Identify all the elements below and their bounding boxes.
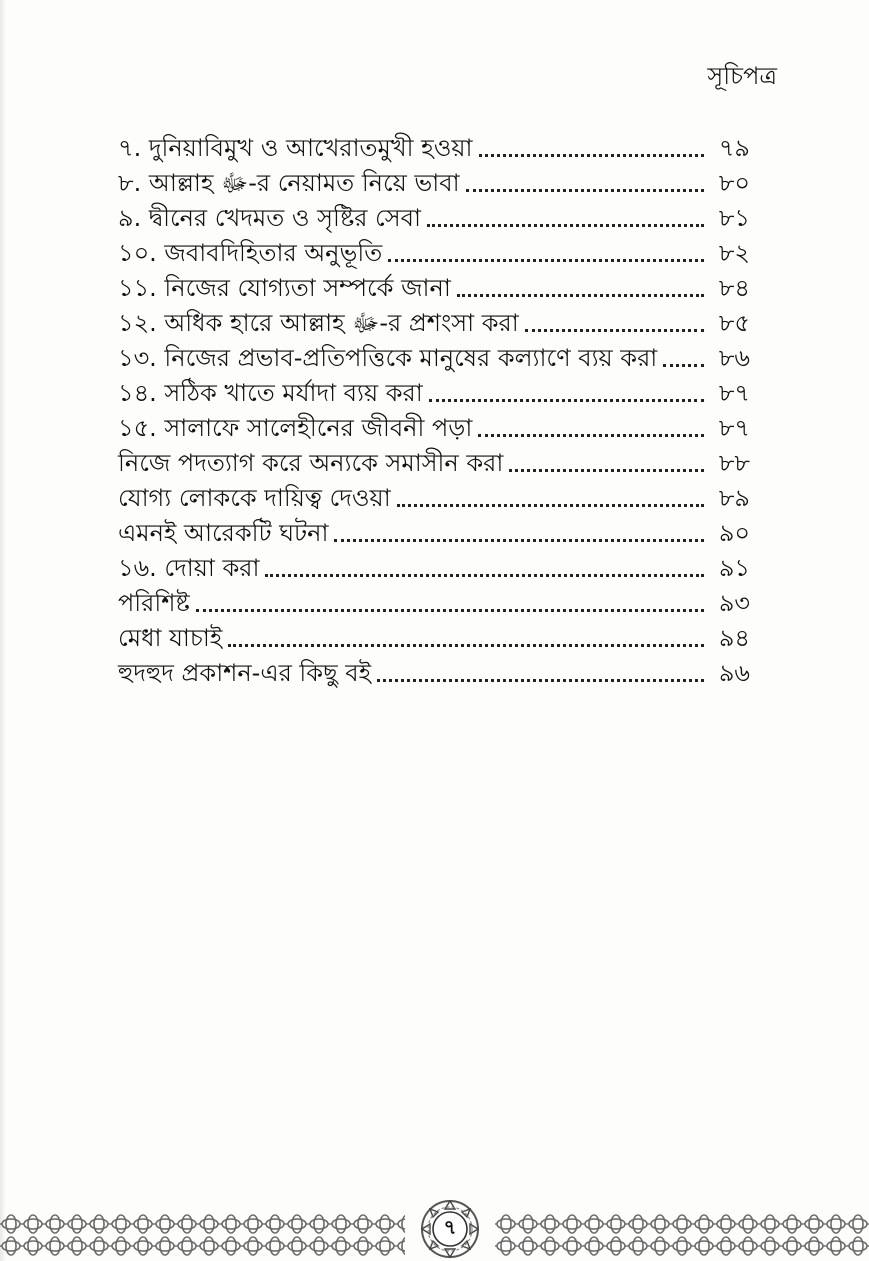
toc-entry[interactable] [118, 513, 750, 548]
ornament-border-right-icon [495, 1213, 869, 1257]
toc-entry-page: ৭৯ [718, 134, 750, 162]
toc-entry-title: ১৩. নিজের প্রভাব-প্রতিপত্তিকে মানুষের কল্যাণে ব্যয় করা [118, 344, 658, 372]
dot-leader [427, 224, 704, 227]
ornament-border-left-icon [0, 1213, 405, 1257]
toc-entry-page: ৯৪ [718, 624, 750, 652]
toc-entry-title: ১১. নিজের যোগ্যতা সম্পর্কে জানা [118, 274, 451, 302]
toc-entry[interactable] [118, 373, 750, 408]
toc-entry[interactable] [118, 233, 750, 268]
dot-leader [334, 539, 704, 542]
table-of-contents [118, 128, 750, 688]
toc-entry-title: নিজে পদত্যাগ করে অন্যকে সমাসীন করা [118, 449, 504, 477]
toc-entry-title: ৯. দ্বীনের খেদমত ও সৃষ্টির সেবা [118, 204, 421, 232]
toc-entry[interactable] [118, 198, 750, 233]
dot-leader [429, 399, 704, 402]
dot-leader [479, 154, 704, 157]
toc-entry-page: ৮৪ [718, 274, 750, 302]
toc-entry-title: ৭. দুনিয়াবিমুখ ও আখেরাতমুখী হওয়া [118, 134, 473, 162]
toc-entry[interactable] [118, 338, 750, 373]
toc-entry-page: ৯৩ [718, 589, 750, 617]
toc-entry-page: ৮৮ [718, 449, 750, 477]
dot-leader [228, 644, 704, 647]
dot-leader [466, 189, 704, 192]
toc-entry-page: ৯৬ [718, 659, 750, 687]
toc-entry[interactable] [118, 548, 750, 583]
toc-entry-title: যোগ্য লোককে দায়িত্ব দেওয়া [118, 484, 391, 512]
toc-entry[interactable] [118, 653, 750, 688]
toc-entry-page: ৯০ [718, 519, 750, 547]
toc-entry-page: ৮০ [718, 169, 750, 197]
toc-entry-title: হুদহুদ প্রকাশন-এর কিছু বই [118, 659, 372, 687]
toc-entry-page: ৮৫ [718, 309, 750, 337]
toc-entry[interactable] [118, 303, 750, 338]
toc-entry-page: ৮৭ [718, 414, 750, 442]
dot-leader [457, 294, 704, 297]
toc-entry[interactable] [118, 128, 750, 163]
toc-entry-title: ৮. আল্লাহ ﷻ-র নেয়ামত নিয়ে ভাবা [118, 169, 460, 197]
toc-entry-page: ৮১ [718, 204, 750, 232]
toc-entry[interactable] [118, 443, 750, 478]
dot-leader [478, 434, 704, 437]
toc-entry[interactable] [118, 583, 750, 618]
toc-entry-title: ১৬. দোয়া করা [118, 554, 260, 582]
toc-entry-page: ৮৭ [718, 379, 750, 407]
dot-leader [196, 609, 704, 612]
dot-leader [509, 469, 704, 472]
toc-entry-page: ৮২ [718, 239, 750, 267]
toc-entry[interactable] [118, 268, 750, 303]
toc-entry-page: ৮৬ [718, 344, 750, 372]
toc-entry-page: ৮৯ [718, 484, 750, 512]
toc-entry-title: ১৫. সালাফে সালেহীনের জীবনী পড়া [118, 414, 473, 442]
page-number-wrapper [412, 1199, 488, 1259]
page-edge-shadow [0, 0, 6, 1261]
toc-entry-title: ১০. জবাবদিহিতার অনুভূতি [118, 239, 383, 267]
toc-entry[interactable] [118, 478, 750, 513]
page-footer [0, 1201, 869, 1261]
toc-entry-title: এমনই আরেকটি ঘটনা [118, 519, 329, 547]
dot-leader [388, 259, 704, 262]
running-header: সূচিপত্র [707, 62, 777, 90]
toc-entry-title: মেধা যাচাই [118, 624, 223, 652]
toc-entry[interactable] [118, 163, 750, 198]
toc-entry-page: ৯১ [718, 554, 750, 582]
toc-entry-title: ১৪. সঠিক খাতে মর্যাদা ব্যয় করা [118, 379, 423, 407]
toc-entry-title: ১২. অধিক হারে আল্লাহ ﷻ-র প্রশংসা করা [118, 309, 519, 337]
dot-leader [663, 364, 704, 367]
dot-leader [525, 329, 704, 332]
toc-entry[interactable] [118, 408, 750, 443]
dot-leader [397, 504, 704, 507]
toc-entry-title: পরিশিষ্ট [118, 589, 190, 617]
dot-leader [265, 574, 704, 577]
toc-entry[interactable] [118, 618, 750, 653]
dot-leader [377, 679, 704, 682]
page-number: ৭ [443, 1214, 457, 1239]
